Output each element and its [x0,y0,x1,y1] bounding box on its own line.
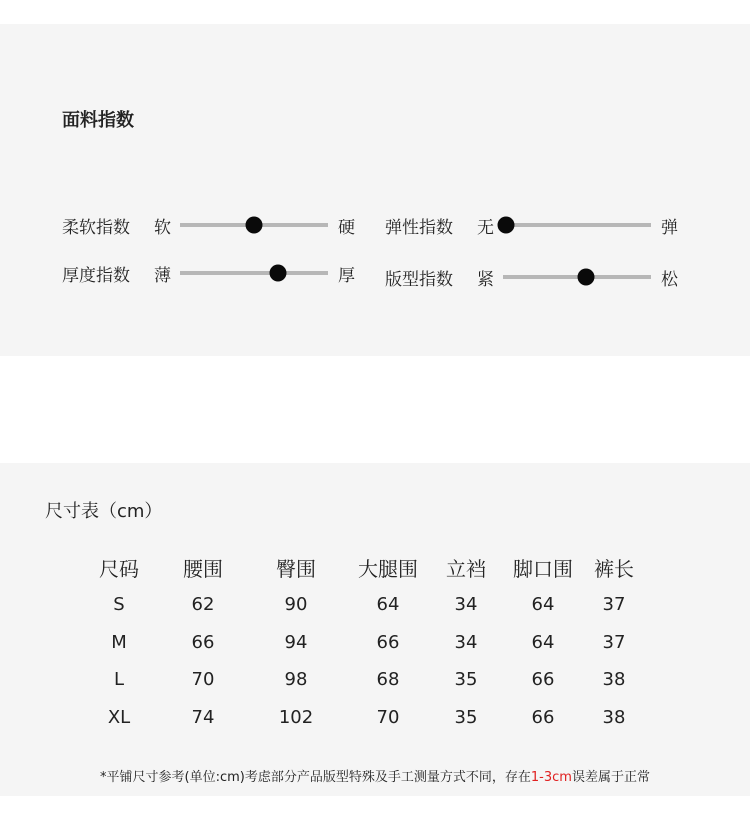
thickness-index-label: 厚度指数 [62,265,130,286]
table-row [82,699,640,737]
table-cell: 35 [454,669,478,691]
table-row [82,586,640,624]
column-header: 尺码 [99,556,139,581]
column-header: 臀围 [276,556,316,581]
elasticity-index-label: 弹性指数 [385,217,453,238]
table-cell: XL [107,706,131,728]
table-cell: 74 [191,706,215,728]
table-cell: 70 [191,669,215,691]
table-cell: 66 [191,631,215,653]
column-header: 大腿围 [358,556,418,581]
table-row [82,624,640,662]
table-cell: 94 [284,631,308,653]
elasticity-index-row [385,210,678,240]
size-table [82,548,640,736]
fabric-index-title: 面料指数 [62,110,134,131]
fit-index-row [385,262,678,292]
table-cell: 66 [531,706,555,728]
table-cell: 34 [454,594,478,616]
table-cell: 37 [602,631,626,653]
table-cell: M [111,631,127,653]
fit-right-label: 松 [661,269,678,290]
thickness-knob [269,265,286,282]
fit-knob [577,269,594,286]
table-cell: S [113,594,125,616]
table-row [82,661,640,699]
thickness-right-label: 厚 [338,265,355,286]
table-cell: 68 [376,669,400,691]
table-cell: 62 [191,594,215,616]
column-header: 立裆 [446,556,486,581]
footnote-text-end: 误差属于正常 [571,770,650,785]
softness-index-row [62,210,355,240]
column-header: 裤长 [594,556,634,581]
footnote-error-range: 1-3cm [530,770,572,785]
table-cell: 66 [531,669,555,691]
table-cell: 66 [376,631,400,653]
thickness-left-label: 薄 [154,265,171,286]
table-cell: 35 [454,706,478,728]
table-cell: 64 [531,631,555,653]
table-cell: 64 [531,594,555,616]
fit-index-label: 版型指数 [385,269,453,290]
table-cell: 90 [284,594,308,616]
table-cell: 70 [376,706,400,728]
size-table-header-row [82,548,640,586]
softness-left-label: 软 [154,217,171,238]
column-header: 腰围 [183,556,223,581]
softness-right-label: 硬 [338,217,355,238]
softness-index-label: 柔软指数 [62,217,130,238]
thickness-track [180,271,328,275]
table-cell: 38 [602,669,626,691]
table-cell: 98 [284,669,308,691]
elasticity-right-label: 弹 [661,217,678,238]
table-cell: 102 [278,706,314,728]
size-chart-panel [0,463,750,796]
table-cell: 37 [602,594,626,616]
thickness-index-row [62,258,355,288]
elasticity-left-label: 无 [477,217,494,238]
table-cell: 38 [602,706,626,728]
fit-left-label: 紧 [477,269,494,290]
fit-track [503,275,651,279]
fabric-index-panel [0,24,750,356]
column-header: 脚口围 [513,556,573,581]
table-cell: L [113,669,125,691]
softness-knob [246,217,263,234]
size-chart-title: 尺寸表（cm） [45,501,163,522]
table-cell: 64 [376,594,400,616]
size-footnote [0,766,750,785]
elasticity-knob [497,217,514,234]
elasticity-track [503,223,651,227]
softness-track [180,223,328,227]
table-cell: 34 [454,631,478,653]
footnote-text: *平铺尺寸参考(单位:cm)考虑部分产品版型特殊及手工测量方式不同，存在 [100,770,531,785]
